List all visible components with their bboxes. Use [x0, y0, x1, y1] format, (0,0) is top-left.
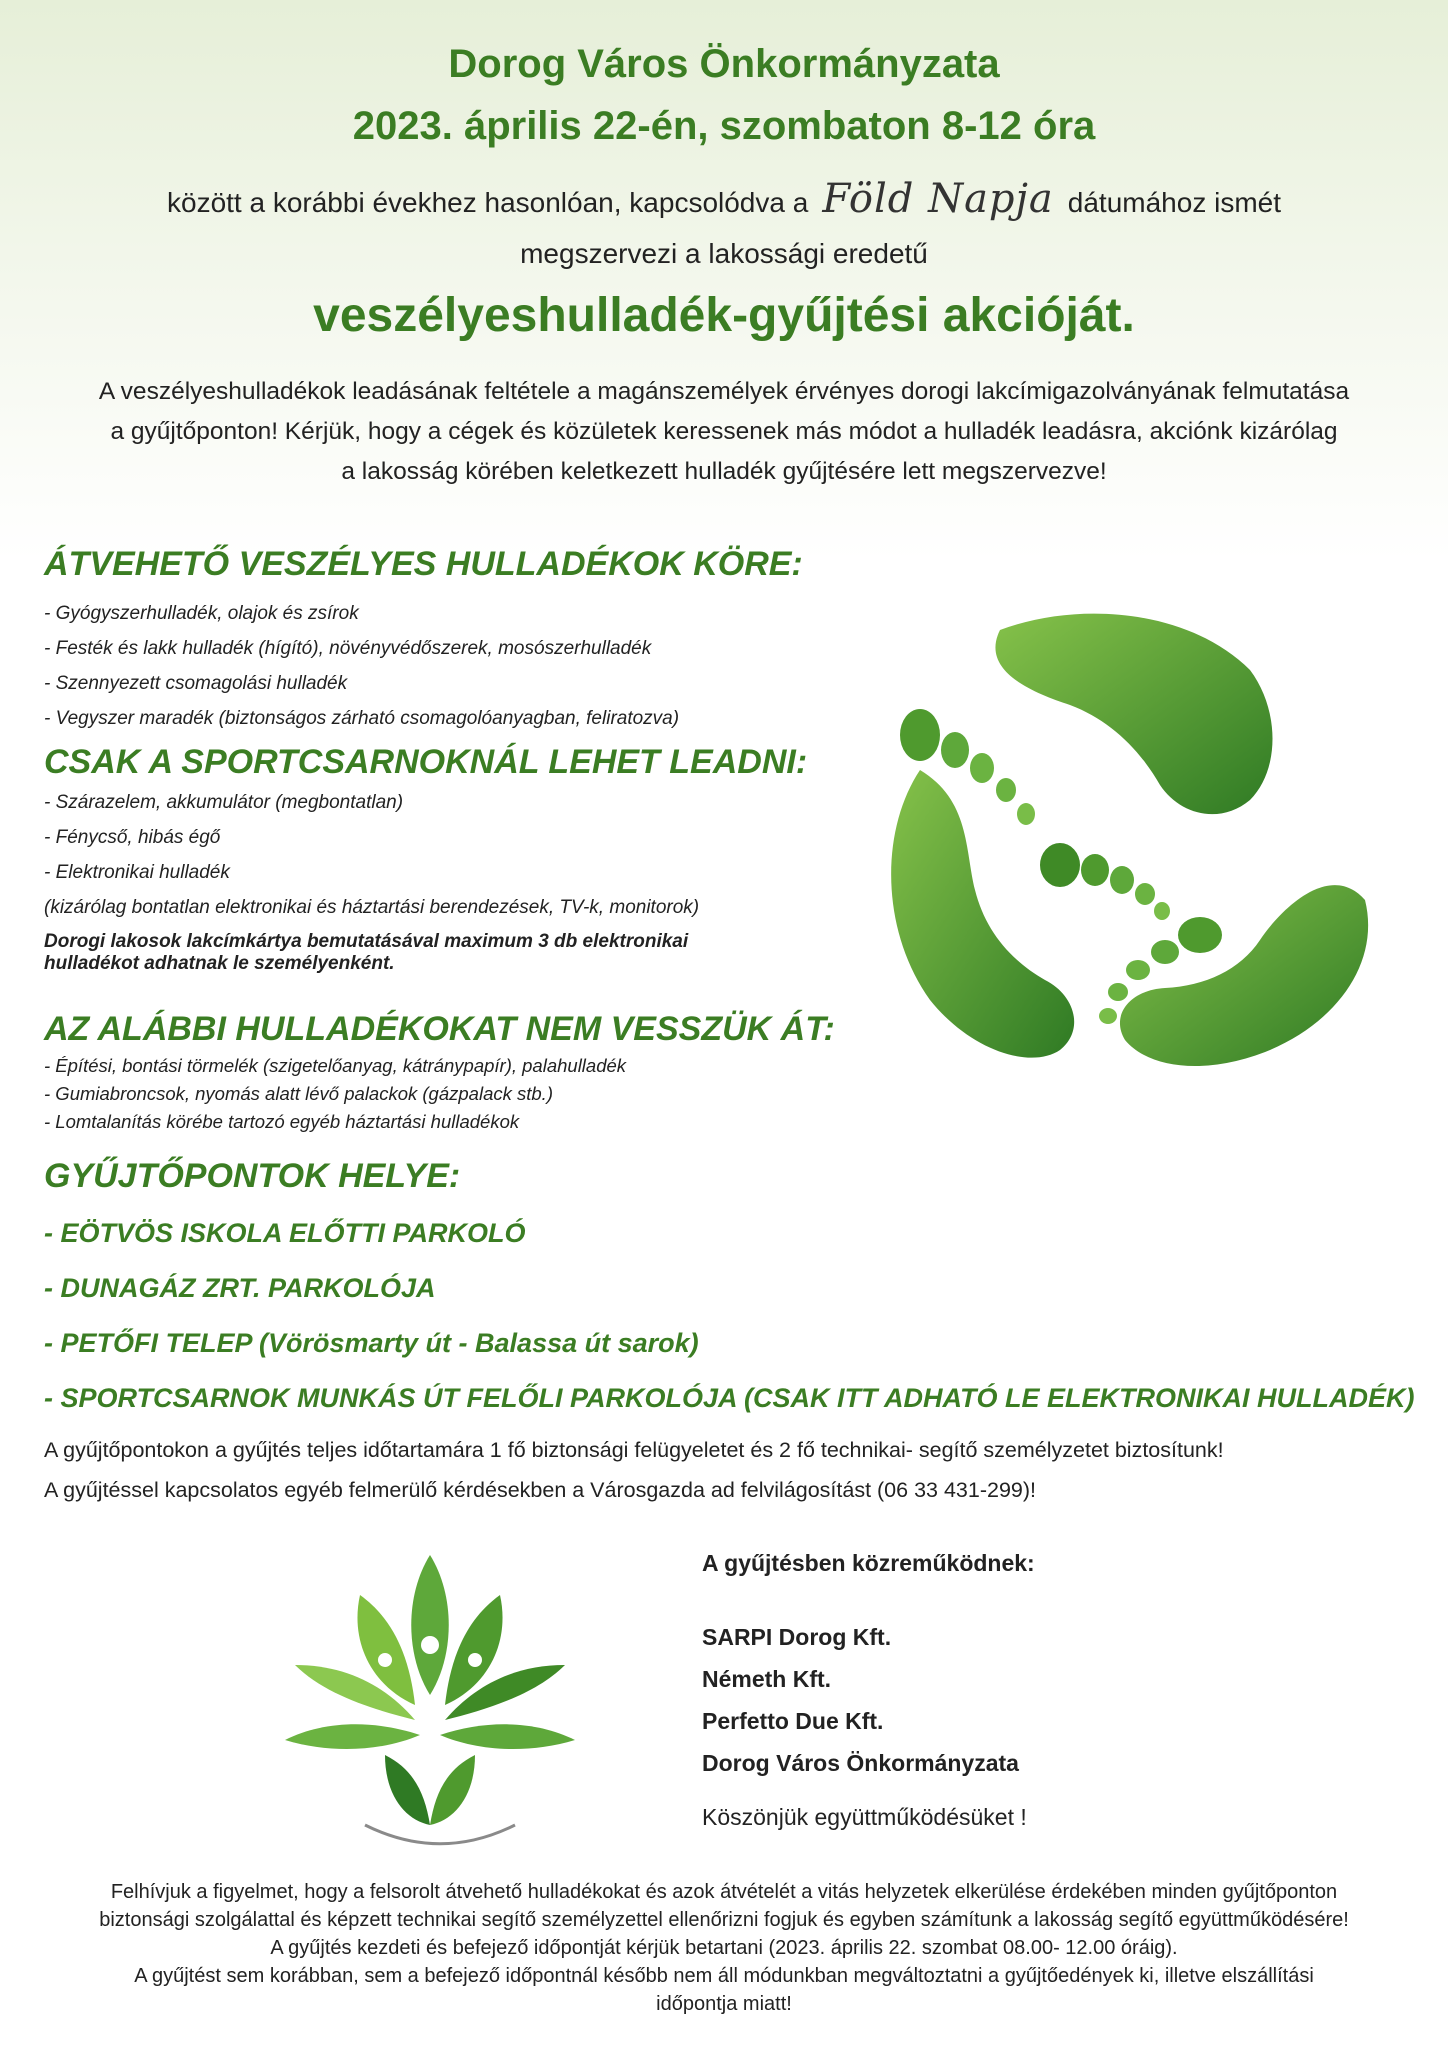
- note-line-1: Dorogi lakosok lakcímkártya bemutatásával maximum 3 db elektronikai: [44, 931, 689, 952]
- leaf-cluster: [285, 1555, 575, 1844]
- note-line-2: hulladékot adhatnak le személyenként.: [44, 953, 395, 974]
- list-item: - Elektronikai hulladék: [44, 862, 230, 883]
- organizes-line: megszervezi a lakossági eredetű: [520, 238, 928, 269]
- leaves-people-illustration: [265, 1525, 595, 1855]
- footer-line: biztonsági szolgálattal és képzett technikai segítő személyzettel ellenőrizni fogjuk és egyben számítunk a lakosság segítő együttműködésére!: [99, 1909, 1349, 1931]
- staffing-info: A gyűjtőpontokon a gyűjtés teljes időtartamára 1 fő biztonsági felügyeletet és 2 fő technikai- segítő személyzetet biztosítunk!: [44, 1438, 1224, 1462]
- list-item: (kizárólag bontatlan elektronikai és háztartási berendezések, TV-k, monitorok): [44, 897, 700, 918]
- collection-points-title: GYŰJTŐPONTOK HELYE:: [44, 1157, 461, 1195]
- sports-hall-only-title: CSAK A SPORTCSARNOKNÁL LEHET LEADNI:: [44, 743, 808, 781]
- intro-line: [0, 176, 1448, 222]
- org-title: Dorog Város Önkormányzata: [448, 42, 1000, 86]
- list-item: - Szárazelem, akkumulátor (megbontatlan): [44, 792, 404, 813]
- earth-day-script: Föld Napja: [822, 176, 1054, 222]
- footer-line: A gyűjtést sem korábban, sem a befejező időpontnál később nem áll módunkban megváltoztatni a gyűjtőedények ki, illetve elszállítási: [134, 1965, 1314, 1987]
- contact-info: A gyűjtéssel kapcsolatos egyéb felmerülő kérdésekben a Városgazda ad felvilágosítást (06 33 431-299)!: [44, 1478, 1036, 1502]
- location-item: - PETŐFI TELEP (Vörösmarty út - Balassa út sarok): [44, 1328, 699, 1358]
- footprint-top: [900, 614, 1273, 825]
- intro-line-before: között a korábbi évekhez hasonlóan, kapcsolódva a: [167, 187, 809, 218]
- intro-line-3: a lakosság körében keletkezett hulladék gyűjtésére lett megszervezve!: [341, 458, 1107, 485]
- electronics-limit-note: [44, 931, 824, 975]
- contributor-item: Dorog Város Önkormányzata: [702, 1750, 1019, 1776]
- event-date: 2023. április 22-én, szombaton 8-12 óra: [352, 104, 1096, 148]
- thanks-text: Köszönjük együttműködésüket !: [702, 1804, 1027, 1830]
- list-item: - Festék és lakk hulladék (hígító), növényvédőszerek, mosószerhulladék: [44, 638, 652, 659]
- footer-line: A gyűjtés kezdeti és befejező időpontját kérjük betartani (2023. április 22. szombat 08.00- 12.00 óráig).: [270, 1937, 1178, 1959]
- location-item: - EÖTVÖS ISKOLA ELŐTTI PARKOLÓ: [44, 1218, 526, 1248]
- not-accepted-title: AZ ALÁBBI HULLADÉKOKAT NEM VESSZÜK ÁT:: [44, 1010, 835, 1048]
- location-item: - DUNAGÁZ ZRT. PARKOLÓJA: [44, 1273, 436, 1303]
- list-item: - Gyógyszerhulladék, olajok és zsírok: [44, 603, 359, 624]
- list-item: - Gumiabroncsok, nyomás alatt lévő palackok (gázpalack stb.): [44, 1083, 553, 1104]
- footprint-bottom: [1099, 885, 1368, 1066]
- main-title: veszélyeshulladék-gyűjtési akcióját.: [313, 289, 1135, 342]
- intro-line-1: A veszélyeshulladékok leadásának feltétele a magánszemélyek érvényes dorogi lakcímigazolványának felmutatása: [98, 378, 1350, 405]
- list-item: - Szennyezett csomagolási hulladék: [44, 673, 348, 694]
- list-item: - Vegyszer maradék (biztonságos zárható csomagolóanyagban, feliratozva): [44, 708, 680, 729]
- intro-paragraph: [20, 372, 1428, 492]
- contributor-item: Perfetto Due Kft.: [702, 1708, 884, 1734]
- contributor-item: SARPI Dorog Kft.: [702, 1624, 892, 1650]
- footer-notice: [20, 1878, 1428, 2018]
- footer-line: Felhívjuk a figyelmet, hogy a felsorolt átvehető hulladékokat és azok átvételét a vitás helyzetek elkerülése érdekében minden gyűjtőponton: [110, 1881, 1338, 1903]
- intro-line-after: dátumához ismét: [1067, 187, 1281, 218]
- list-item: - Lomtalanítás körébe tartozó egyéb háztartási hulladékok: [44, 1111, 520, 1132]
- intro-line-2: a gyűjtőponton! Kérjük, hogy a cégek és közületek keressenek más módot a hulladék leadásra, akciónk kizárólag: [110, 418, 1338, 445]
- footprints-recycle-illustration: [860, 600, 1420, 1120]
- footer-line: időpontja miatt!: [656, 1993, 792, 2015]
- contributors-title: A gyűjtésben közreműködnek:: [702, 1550, 1035, 1576]
- list-item: - Fénycső, hibás égő: [44, 827, 221, 848]
- location-item: - SPORTCSARNOK MUNKÁS ÚT FELŐLI PARKOLÓJA (CSAK ITT ADHATÓ LE ELEKTRONIKAI HULLADÉK): [44, 1383, 1415, 1413]
- contributor-item: Németh Kft.: [702, 1666, 832, 1692]
- accepted-waste-title: ÁTVEHETŐ VESZÉLYES HULLADÉKOK KÖRE:: [44, 545, 803, 583]
- list-item: - Építési, bontási törmelék (szigetelőanyag, kátránypapír), palahulladék: [44, 1055, 627, 1076]
